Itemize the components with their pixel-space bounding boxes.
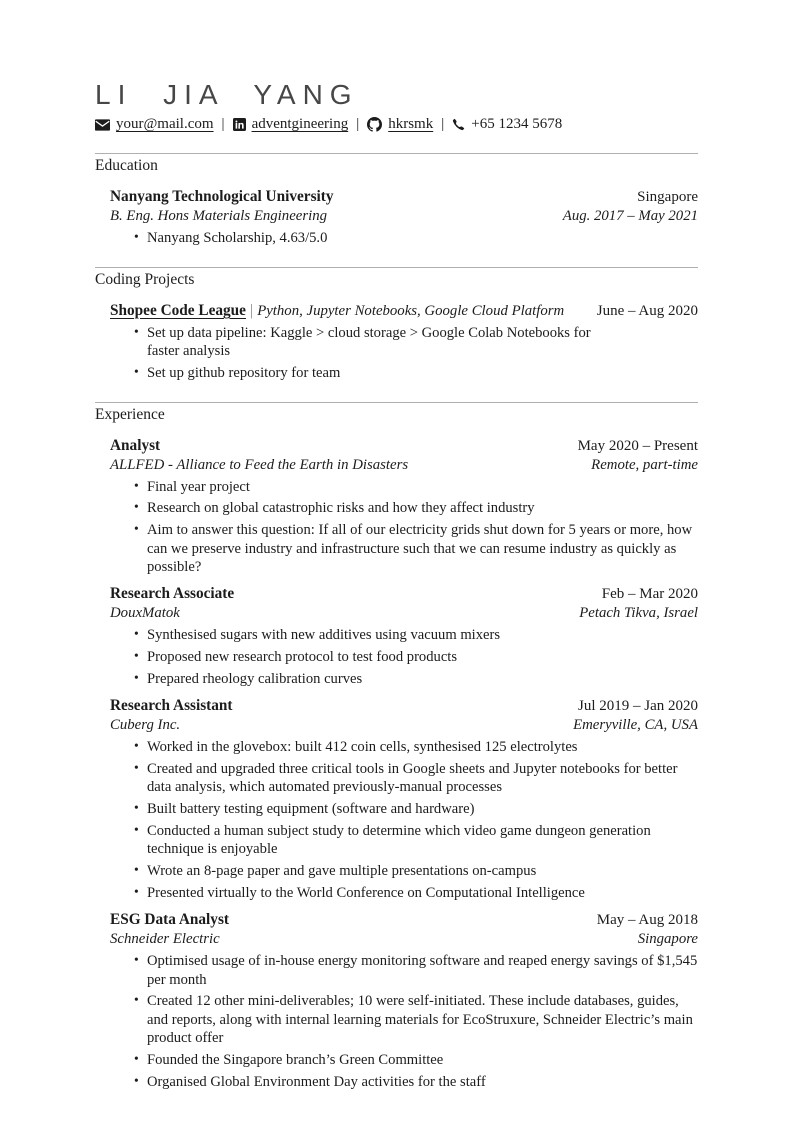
- bullet-item: • Presented virtually to the World Conference on Computational Intelligence: [147, 884, 698, 902]
- entry-subheading: B. Eng. Hons Materials Engineering: [110, 207, 327, 224]
- experience-entry: [110, 911, 698, 1091]
- email-link-label: your@mail.com: [116, 116, 214, 133]
- bullet-item: • Research on global catastrophic risks and how they affect industry: [147, 499, 698, 517]
- envelope-icon: [95, 119, 110, 131]
- education-entry: [110, 188, 698, 247]
- bullet-item: • Founded the Singapore branch’s Green Committee: [147, 1051, 698, 1069]
- entry-heading: Analyst: [110, 436, 161, 454]
- bullet-list: [110, 626, 698, 688]
- github-link[interactable]: [367, 116, 433, 133]
- github-icon: [367, 117, 382, 132]
- entry-location: Singapore: [637, 188, 698, 205]
- contact-separator: |: [441, 116, 445, 133]
- section-title: Education: [95, 157, 158, 175]
- bullet-item: • Organised Global Environment Day activities for the staff: [147, 1073, 698, 1091]
- entry-dates: May 2020 – Present: [577, 437, 698, 454]
- bullet-item: • Wrote an 8-page paper and gave multiple presentations on-campus: [147, 862, 698, 880]
- experience-entry: [110, 697, 698, 902]
- section-divider: [95, 267, 698, 268]
- phone-number: +65 1234 5678: [471, 116, 563, 133]
- section-experience: [95, 402, 698, 1091]
- entry-dates: Jul 2019 – Jan 2020: [578, 698, 698, 715]
- section-divider: [95, 153, 698, 154]
- bullet-list: [110, 478, 698, 577]
- entry-heading: Research Assistant: [110, 697, 233, 715]
- entry-heading: Nanyang Technological University: [110, 187, 334, 205]
- contact-separator: |: [221, 116, 225, 133]
- entry-dates: Feb – Mar 2020: [601, 586, 698, 603]
- bullet-list: [110, 738, 698, 903]
- phone-item: [452, 116, 562, 133]
- bullet-item: • Optimised usage of in-house energy monitoring software and reaped energy savings of $1,545 per month: [147, 952, 698, 989]
- entry-location: Remote, part-time: [591, 456, 698, 473]
- section-education: [95, 153, 698, 247]
- project-technologies: Python, Jupyter Notebooks, Google Cloud Platform: [257, 302, 565, 319]
- entry-dates: Aug. 2017 – May 2021: [562, 207, 698, 224]
- experience-entry: [110, 437, 698, 577]
- entry-location: Petach Tikva, Israel: [579, 605, 698, 622]
- section-projects: [95, 267, 698, 382]
- bullet-item: • Set up data pipeline: Kaggle > cloud storage > Google Colab Notebooks for faster analysis: [147, 324, 617, 361]
- bullet-list: [110, 324, 617, 383]
- entry-subheading: ALLFED - Alliance to Feed the Earth in Disasters: [110, 456, 409, 473]
- entry-dates: May – Aug 2018: [596, 912, 698, 929]
- contact-bar: [95, 116, 698, 133]
- person-name: LI JIA YANG: [95, 79, 359, 110]
- contact-separator: |: [356, 116, 360, 133]
- bullet-list: [110, 952, 698, 1091]
- entry-dates: June – Aug 2020: [596, 302, 698, 319]
- entry-location: Singapore: [637, 931, 698, 948]
- section-title: Coding Projects: [95, 271, 195, 289]
- bullet-item: • Proposed new research protocol to test food products: [147, 648, 698, 666]
- bullet-item: • Final year project: [147, 478, 698, 496]
- project-name: Shopee Code League: [110, 301, 246, 319]
- github-link-label: hkrsmk: [388, 116, 434, 133]
- bullet-item: • Conducted a human subject study to determine which video game dungeon generation technique is enjoyable: [147, 822, 698, 859]
- linkedin-icon: [233, 118, 246, 131]
- bullet-item: • Synthesised sugars with new additives using vacuum mixers: [147, 626, 698, 644]
- bullet-item: • Set up github repository for team: [147, 364, 617, 382]
- entry-subheading: Cuberg Inc.: [110, 716, 181, 733]
- entry-heading: Research Associate: [110, 585, 235, 603]
- bullet-item: • Created and upgraded three critical tools in Google sheets and Jupyter notebooks for better data analysis, which automated previously-manual processes: [147, 760, 698, 797]
- entry-subheading: DouxMatok: [110, 605, 180, 622]
- linkedin-link[interactable]: [233, 116, 349, 133]
- project-entry: [110, 302, 698, 383]
- project-separator: |: [249, 301, 254, 319]
- linkedin-link-label: adventgineering: [251, 116, 349, 133]
- experience-entry: [110, 585, 698, 688]
- bullet-item: • Aim to answer this question: If all of our electricity grids shut down for 5 years or more, how can we preserve industry and infrastructure such that we can resume industry as quickly as possible?: [147, 521, 698, 576]
- entry-heading: ESG Data Analyst: [110, 911, 229, 929]
- entry-subheading: Schneider Electric: [110, 931, 220, 948]
- entry-location: Emeryville, CA, USA: [573, 716, 698, 733]
- bullet-item: • Nanyang Scholarship, 4.63/5.0: [147, 229, 698, 247]
- bullet-list: [110, 229, 698, 247]
- bullet-item: • Created 12 other mini-deliverables; 10 were self-initiated. These include databases, guides, and reports, along with internal learning materials for EcoStruxure, Schneider Electric’s main product offer: [147, 992, 698, 1047]
- phone-icon: [452, 118, 465, 131]
- section-divider: [95, 402, 698, 403]
- bullet-item: • Prepared rheology calibration curves: [147, 670, 698, 688]
- bullet-item: • Worked in the glovebox: built 412 coin cells, synthesised 125 electrolytes: [147, 738, 698, 756]
- email-link[interactable]: [95, 116, 214, 133]
- bullet-item: • Built battery testing equipment (software and hardware): [147, 800, 698, 818]
- section-title: Experience: [95, 406, 165, 424]
